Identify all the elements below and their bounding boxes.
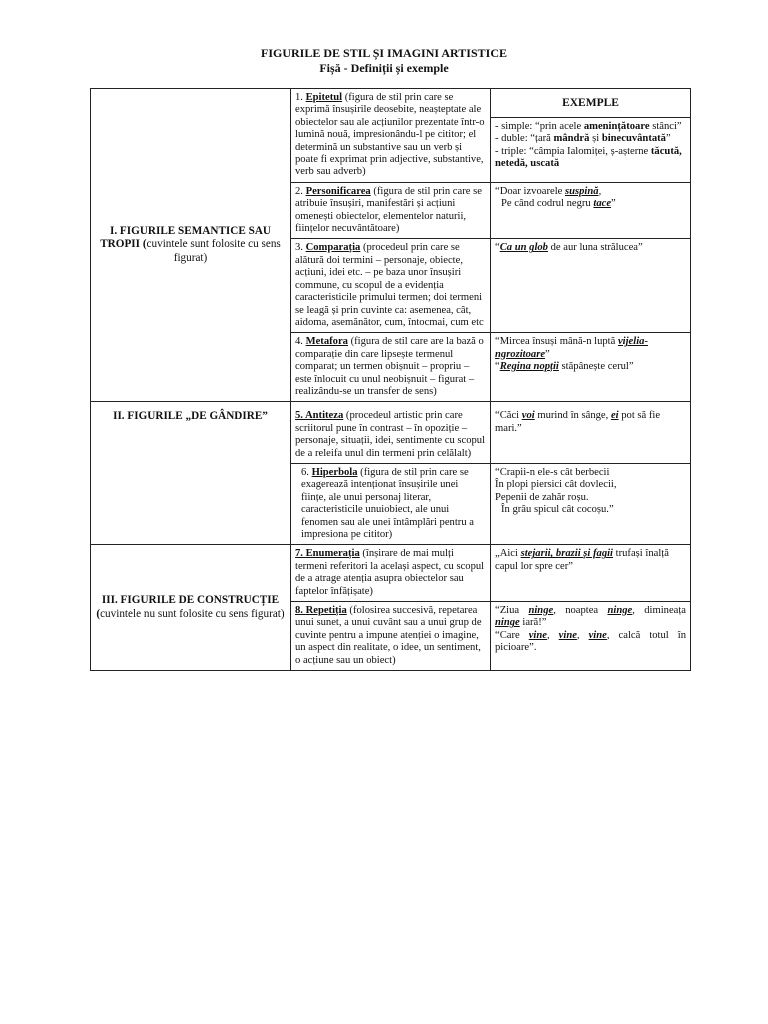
table-row <box>91 545 691 602</box>
category-title: III. FIGURILE DE CONSTRUCȚIE <box>101 594 280 607</box>
definition-cell-repetitia <box>291 602 491 671</box>
example-cell-comparatia: “Ca un glob de aur luna strălucea” <box>491 239 691 333</box>
figure-definition: (figura de stil prin care se exagerează intenționat însușirile unei ființe, ale unui personaj literar, caracteristicile unuiobiect, ale unui fenomen sau ale unei întâmplări pentru a impresiona pe cititor) <box>301 466 474 540</box>
category-title: II. FIGURILE „DE GÂNDIRE” <box>113 410 268 423</box>
definition-cell-personificarea: 2. Personificarea (figura de stil prin care se atribuie însușiri, manifestări și acțiuni omenești obiectelor, elementelor naturii, ființelor necuvântătoare) <box>291 182 491 239</box>
category-title: I. FIGURILE SEMANTICE SAU TROPII <box>100 224 271 251</box>
category-cell-constructie: III. FIGURILE DE CONSTRUCȚIE (cuvintele nu sunt folosite cu sens figurat) <box>91 545 291 671</box>
definition-cell-enumeratia <box>291 545 491 602</box>
table-row <box>91 89 691 118</box>
definition-cell-metafora: 4. Metafora (figura de stil care are la bază o comparație din care lipsește termenul comparat; un termen obișnuit – propriu – este înlocuit cu unul neobișnuit – figurat – realizându-se un transfer de sens) <box>291 333 491 402</box>
example-cell-antiteza: “Căci voi murind în sânge, ei pot să fie mari.” <box>491 402 691 464</box>
examples-header: EXEMPLE <box>491 89 691 118</box>
document-header <box>0 46 768 76</box>
figures-table <box>90 88 691 671</box>
example-cell-epitetul: - simple: “prin acele amenințătoare stânci” - duble: “țară mândră și binecuvântată” - triple: “câmpia Ialomiței, ș-așterne tăcută, netedă, uscată <box>491 118 691 183</box>
document-subtitle: Fișă - Definiții și exemple <box>319 61 449 75</box>
example-cell-repetitia: “Ziua ninge, noaptea ninge, dimineața ninge iară!” “Care vine, vine, vine, calcă totul în picioare”. <box>491 602 691 671</box>
figure-name: Metafora <box>305 336 348 348</box>
figure-definition: (procedeul prin care se alătură doi termini – personaje, obiecte, acțiuni, idei etc. – pe baza unor însușiri commune, cu scopul de a evidenția caracteristicile primului termen; doi termeni se leagă și prin cuvinte ca: asemenea, cât, aidoma, asemănător, cum, întocmai, cum etc <box>295 242 484 328</box>
figure-name: 8. Repetiția <box>295 605 347 617</box>
figure-name: Epitetul <box>305 92 343 103</box>
figure-name: Personificarea <box>305 185 371 197</box>
category-cell-gandire <box>91 402 291 545</box>
figure-name: 7. Enumerația <box>295 548 360 560</box>
category-cell-semantic: I. FIGURILE SEMANTICE SAU TROPII (cuvintele sunt folosite cu sens figurat) <box>91 89 291 402</box>
figure-definition: (procedeul artistic prin care scriitorul pune în contrast – în opoziție – personaje, situații, idei, sentimente cu scopul de a releifa unul din termeni prin celălalt) <box>295 410 486 459</box>
figure-definition: (figura de stil prin care se atribuie însușiri, manifestări și acțiuni omenești obiectelor, elementelor naturii, ființelor necuvântătoare) <box>295 185 482 235</box>
definition-cell-comparatia: 3. Comparația (procedeul prin care se alătură doi termini – personaje, obiecte, acțiuni, idei etc. – pe baza unor însușiri commune, cu scopul de a evidenția caracteristicile primului termen; doi termeni se leagă și prin cuvinte ca: asemenea, cât, aidoma, asemănător, cum, întocmai, cum etc <box>291 239 491 333</box>
category-note: cuvintele sunt folosite cu sens figurat) <box>146 238 281 264</box>
definition-cell-antiteza <box>291 402 491 464</box>
definition-cell-epitetul: 1. Epitetul (figura de stil prin care se exprimă însușirile deosebite, neașteptate ale obiectelor sau ale acțiunilor prezentate într-o lumină nouă, impresionându-l pe cititor; el determină un substantive sau un verb și poate fi exprimat prin adjective, substantive, verb sau adverb) <box>291 89 491 183</box>
figure-name: Hiperbola <box>311 466 358 478</box>
document-title: FIGURILE DE STIL ȘI IMAGINI ARTISTICE <box>261 46 507 60</box>
figure-definition: (figura de stil care are la bază o comparație din care lipsește termenul comparat; un termen obișnuit – propriu – este înlocuit cu unul neobișnuit – figurat – realizându-se un transfer de sens) <box>295 336 484 397</box>
category-note: cuvintele nu sunt folosite cu sens figurat) <box>100 607 285 620</box>
figure-name: 5. Antiteza <box>295 410 344 422</box>
figure-definition: (înșirare de mai mulți termeni referitori la același aspect, cu scopul de a atrage atenția asupra obiectelor sau faptelor înfățișate) <box>295 548 485 597</box>
figure-name: Comparația <box>305 242 361 254</box>
table-row <box>91 402 691 464</box>
example-cell-personificarea: “Doar izvoarele suspină, Pe când codrul negru tace” <box>491 182 691 239</box>
example-cell-metafora: “Mircea însuși mână-n luptă vijelia-ngrozitoare” “Regina nopții stăpânește cerul” <box>491 333 691 402</box>
example-cell-hiperbola: “Crapii-n ele-s cât berbecii În plopi piersici cât dovlecii, Pepenii de zahăr roșu. În grâu spicul cât cocoșu.” <box>491 463 691 544</box>
figure-definition: (figura de stil prin care se exprimă însușirile deosebite, neașteptate ale obiectelor sau ale acțiunilor prezentate într-o lumină nouă, impresionându-l pe cititor; el determină un substantive sau un verb și poate fi exprimat prin adjective, substantive, verb sau adverb) <box>295 92 485 178</box>
definition-cell-hiperbola: 6. Hiperbola (figura de stil prin care se exagerează intenționat însușirile unei ființe, ale unui personaj literar, caracteristicile unuiobiect, ale unui fenomen sau ale unei întâmplări pentru a impresiona pe cititor) <box>291 463 491 544</box>
example-cell-enumeratia: „Aici stejarii, brazii și fagii trufași înalță capul lor spre cer” <box>491 545 691 602</box>
figure-definition: (folosirea succesivă, repetarea unui sunet, a unui cuvânt sau a unui grup de cuvinte pentru a impune atenției o imagine, un aspect din realitate, o idee, un sentiment, o acțiune sau un obiect) <box>295 605 482 666</box>
